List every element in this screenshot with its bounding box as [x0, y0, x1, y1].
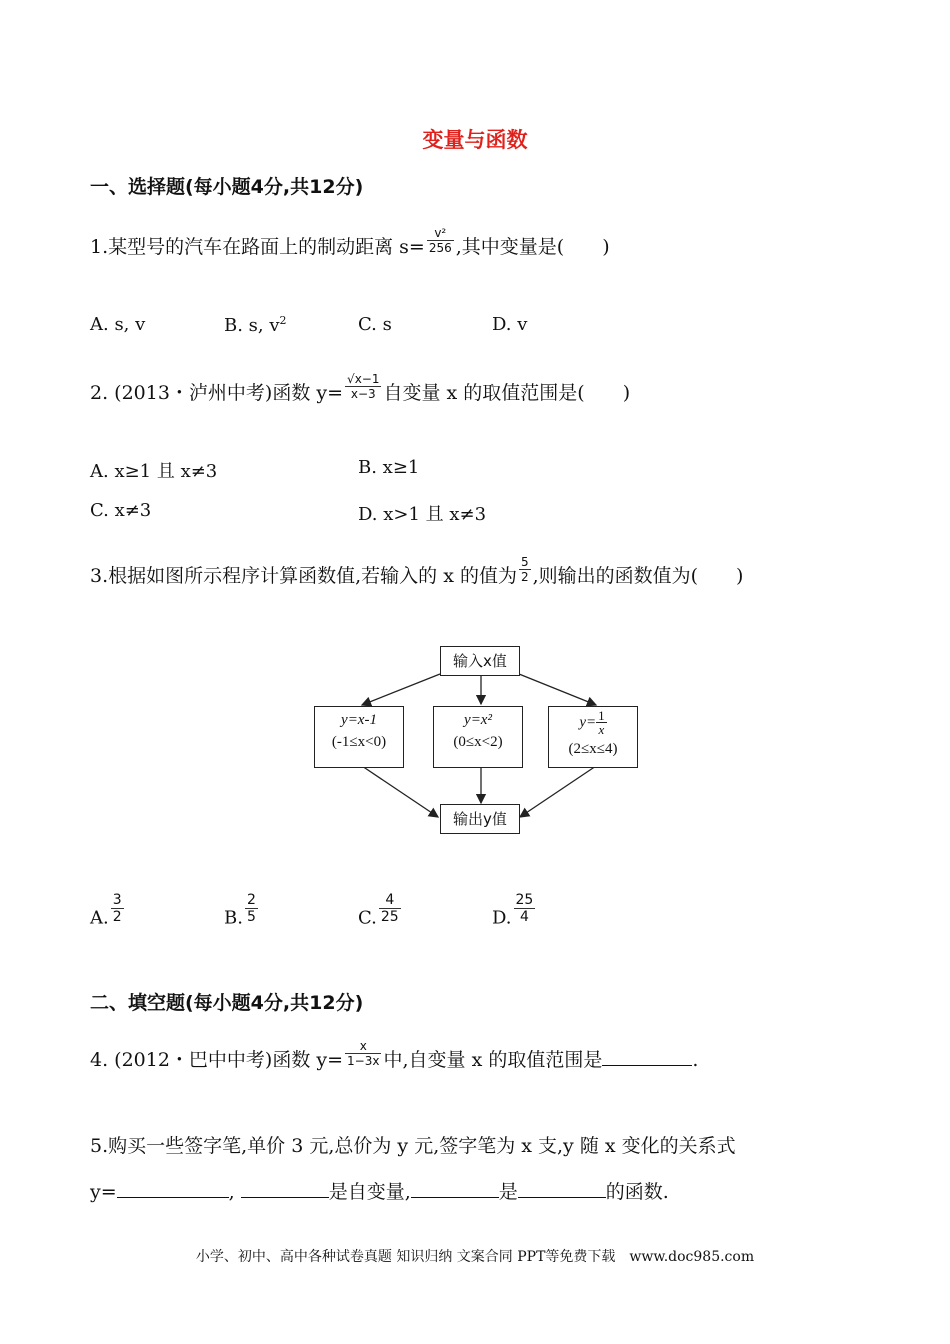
- q3-option-a-fraction: [111, 892, 124, 925]
- q3-option-b-num: 2: [246, 892, 256, 908]
- q3-option-c-fraction: [379, 892, 401, 925]
- q1-option-a: A. s, v: [90, 314, 146, 335]
- q5-comma: ,: [228, 1181, 235, 1203]
- flow-box-3-den: x: [598, 722, 605, 737]
- flow-output-box: 输出y值: [440, 804, 520, 834]
- arrow-box1-to-output: [362, 766, 438, 817]
- q5-blank-4[interactable]: [518, 1179, 606, 1198]
- q4-frac-num: x: [345, 1039, 381, 1054]
- q2-frac-den: x−3: [350, 386, 376, 401]
- q4-prefix: 4. (2012・巴中中考)函数 y=: [90, 1049, 344, 1071]
- section-heading-fill: 二、填空题(每小题4分,共12分): [90, 992, 364, 1014]
- q4-end: .: [692, 1049, 699, 1071]
- q5-text-is: 是: [498, 1181, 518, 1203]
- q3-option-b: [224, 892, 260, 935]
- flow-box-3-num: 1: [598, 708, 605, 723]
- flow-box-3-formula: [549, 709, 637, 739]
- flow-box-3: [548, 706, 638, 768]
- flow-box-2-range: (0≤x<2): [453, 734, 503, 750]
- q3-option-d-label: D.: [492, 907, 512, 929]
- footer: 小学、初中、高中各种试卷真题 知识归纳 文案合同 PPT等免费下载 www.doc985.com: [195, 1249, 755, 1265]
- q5-text-indep: 是自变量,: [328, 1181, 411, 1203]
- q3-option-c-den: 25: [380, 909, 399, 925]
- q5-blank-1[interactable]: [117, 1179, 229, 1198]
- flow-input-box: 输入x值: [440, 646, 520, 676]
- q5-y-eq: y=: [90, 1181, 117, 1203]
- flow-box-3-range: (2≤x≤4): [568, 741, 618, 757]
- q2-option-b: B. x≥1: [358, 457, 420, 478]
- q1-frac-den: 256: [428, 240, 452, 255]
- q2-option-a: A. x≥1 且 x≠3: [90, 461, 218, 482]
- q1-option-b-sup: 2: [279, 314, 287, 327]
- q1-option-b-text: B. s, v: [224, 315, 280, 336]
- q3-option-c: [358, 892, 403, 935]
- q4-suffix: 中,自变量 x 的取值范围是: [383, 1049, 603, 1071]
- q1-eq: =: [408, 236, 425, 258]
- q3-suffix: ,则输出的函数值为( ): [532, 565, 744, 587]
- q4-frac-den: 1−3x: [347, 1053, 380, 1068]
- q3-option-b-fraction: [245, 892, 258, 925]
- q3-option-b-label: B.: [224, 907, 243, 929]
- q2-frac-num: √x−1: [347, 371, 380, 386]
- q3-option-a-label: A.: [90, 907, 109, 929]
- arrow-box3-to-output: [520, 766, 596, 817]
- q2-option-d: D. x>1 且 x≠3: [358, 504, 487, 525]
- q1-frac-num: v²: [427, 226, 454, 241]
- question-4: [90, 1038, 699, 1076]
- q3-frac-num: 5: [520, 554, 529, 569]
- arrow-input-to-box3: [519, 674, 596, 705]
- q4-answer-blank[interactable]: [602, 1047, 692, 1066]
- q5-blank-2[interactable]: [241, 1179, 329, 1198]
- q3-option-a-den: 2: [112, 909, 122, 925]
- flow-box-3-prefix: y=: [579, 714, 597, 731]
- q4-fraction: [345, 1039, 381, 1068]
- flow-box-1-formula: y=x-1: [341, 712, 377, 728]
- flow-box-1-range: (-1≤x<0): [331, 734, 387, 750]
- page-title: 变量与函数: [422, 128, 528, 152]
- q3-option-d: [492, 892, 537, 935]
- question-5-line-2: [90, 1177, 669, 1204]
- q3-option-a: [90, 892, 126, 935]
- flow-box-2: [433, 706, 523, 768]
- q1-suffix: ,其中变量是( ): [455, 236, 610, 258]
- q3-option-b-den: 5: [246, 909, 256, 925]
- q3-frac-den: 2: [520, 569, 529, 584]
- section-heading-choice: 一、选择题(每小题4分,共12分): [90, 176, 364, 198]
- q1-option-d: D. v: [492, 314, 528, 335]
- q3-option-c-label: C.: [358, 907, 377, 929]
- q2-prefix: 2. (2013・泸州中考)函数 y=: [90, 382, 344, 404]
- q3-prefix: 3.根据如图所示程序计算函数值,若输入的 x 的值为: [90, 565, 517, 587]
- q2-suffix: 自变量 x 的取值范围是( ): [383, 382, 631, 404]
- flow-box-1: [314, 706, 404, 768]
- q5-blank-3[interactable]: [411, 1179, 499, 1198]
- q3-option-c-num: 4: [379, 892, 401, 909]
- arrow-input-to-box1: [362, 674, 440, 705]
- q3-option-d-den: 4: [519, 909, 529, 925]
- q2-option-c: C. x≠3: [90, 500, 152, 521]
- flow-box-3-fraction: [596, 709, 607, 736]
- q3-option-d-num: 25: [515, 892, 534, 908]
- q1-option-c: C. s: [358, 314, 392, 335]
- q1-prefix: 1.某型号的汽车在路面上的制动距离 s: [90, 236, 409, 258]
- q5-text-function: 的函数.: [605, 1181, 669, 1203]
- q3-option-d-fraction: [514, 892, 536, 925]
- q3-option-a-num: 3: [112, 892, 122, 908]
- question-5-line-1: 5.购买一些签字笔,单价 3 元,总价为 y 元,签字笔为 x 支,y 随 x 变化的关系式: [90, 1135, 736, 1157]
- flow-box-2-formula: y=x²: [464, 712, 492, 728]
